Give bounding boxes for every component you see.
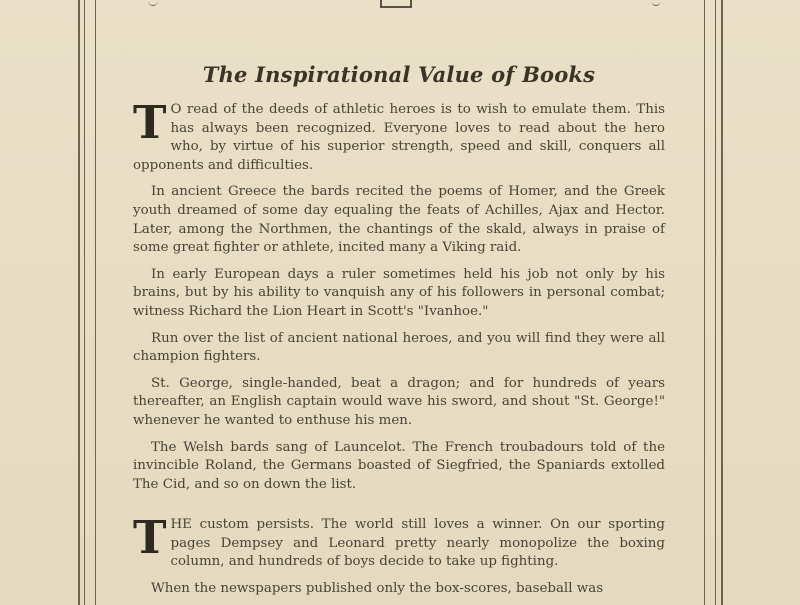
paragraph-text: HE custom persists. The world still loves a winner. On our sporting pages Dempsey and Leonard pretty nearly monopolize the boxing column, and hundreds of boys decide to take up fighting. <box>170 517 665 570</box>
paragraph: Run over the list of ancient national heroes, and you will find they were all champion fighters. <box>133 330 665 365</box>
top-left-ornament <box>148 0 158 6</box>
paragraph: St. George, single-handed, beat a dragon; and for hundreds of years thereafter, an English captain would wave his sword, and shout "St. George!" whenever he wanted to enthuse his men. <box>133 375 665 428</box>
right-border-rule <box>715 0 716 605</box>
paragraph: In early European days a ruler sometimes held his job not only by his brains, but by his ability to vanquish any of his followers in personal combat; witness Richard the Lion Heart in Scott's "Ivanhoe." <box>133 266 665 319</box>
drop-cap: T <box>133 511 167 565</box>
left-border-rule <box>78 0 80 605</box>
right-border-rule <box>704 0 705 605</box>
section1-first-paragraph <box>133 96 665 175</box>
left-border-rule <box>95 0 96 605</box>
paragraph: In ancient Greece the bards recited the poems of Homer, and the Greek youth dreamed of some day equaling the feats of Achilles, Ajax and Hector. Later, among the Northmen, the chantings of the skald, always in praise of some great fighter or athlete, incited many a Viking raid. <box>133 184 665 256</box>
section2-first-paragraph <box>133 511 665 572</box>
section-break <box>133 502 665 516</box>
article-title: The Inspirational Value of Books <box>202 62 596 87</box>
paragraph: When the newspapers published only the box-scores, baseball was <box>151 581 604 597</box>
left-border-rule <box>84 0 85 605</box>
paragraph-text: O read of the deeds of athletic heroes is to wish to emulate them. This has always been recognized. Everyone loves to read about the hero who, by virtue of his superior strength, speed and skill, conquers all opponents and difficulties. <box>133 102 665 173</box>
right-border-rule <box>721 0 723 605</box>
drop-cap: T <box>133 96 167 149</box>
top-right-ornament <box>652 0 660 6</box>
top-ornament <box>380 0 412 8</box>
paragraph: The Welsh bards sang of Launcelot. The French troubadours told of the invincible Roland, the Germans boasted of Siegfried, the Spaniards extolled The Cid, and so on down the list. <box>133 439 665 492</box>
article-body <box>133 62 665 599</box>
